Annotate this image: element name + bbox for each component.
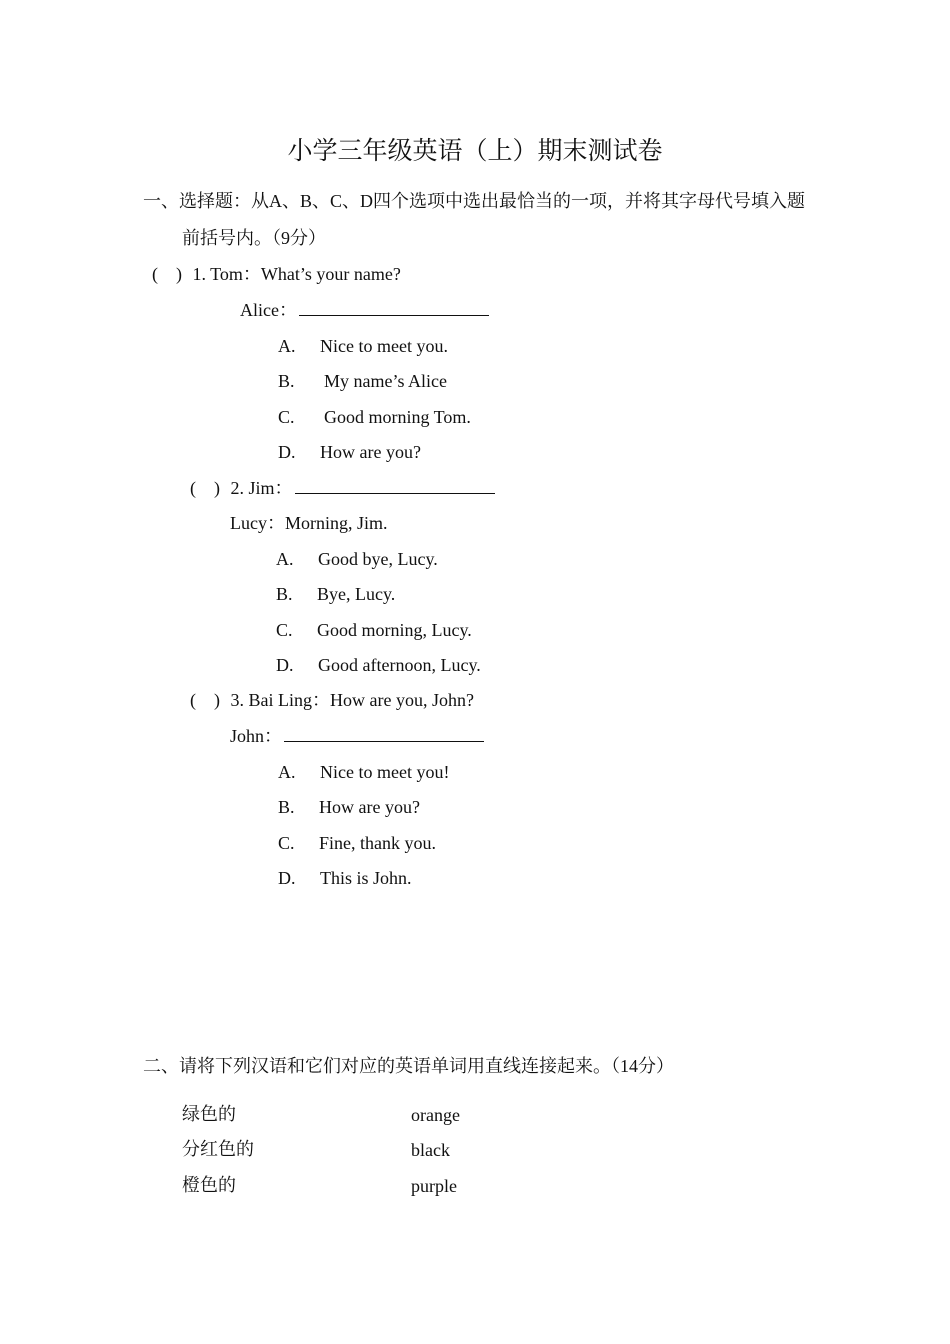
option-text: Bye, Lucy.	[317, 584, 396, 604]
option-text: Nice to meet you.	[320, 336, 448, 356]
match-english-3[interactable]: purple	[411, 1176, 457, 1196]
answer-paren[interactable]: ( )	[190, 478, 220, 498]
question-1-reply	[240, 299, 489, 321]
option-text: Good morning, Lucy.	[317, 620, 472, 640]
option-text: My name’s Alice	[324, 371, 447, 391]
question-2-reply: Lucy：Morning, Jim.	[230, 513, 388, 533]
question-3-reply	[230, 725, 484, 747]
reply-speaker: John：	[230, 726, 283, 746]
match-chinese-3[interactable]: 橙色的	[182, 1175, 236, 1195]
q3-option-d	[278, 867, 412, 889]
option-text: How are you?	[319, 797, 420, 817]
section2-instruction: 二、请将下列汉语和它们对应的英语单词用直线连接起来。（14分）	[143, 1056, 674, 1076]
question-3	[190, 689, 474, 711]
option-letter: C.	[278, 407, 295, 427]
section1-instruction-line2: 前括号内。（9分）	[182, 228, 326, 248]
match-english-1[interactable]: orange	[411, 1105, 460, 1125]
q2-option-d	[276, 654, 481, 676]
q1-option-a	[278, 335, 448, 357]
q1-option-d	[278, 441, 421, 463]
section1-instruction-line1: 一、选择题：从A、B、C、D四个选项中选出最恰当的一项，并将其字母代号填入题	[143, 191, 806, 211]
page-title: 小学三年级英语（上）期末测试卷	[287, 138, 663, 165]
option-text: Nice to meet you!	[320, 762, 450, 782]
match-chinese-2[interactable]: 分红色的	[182, 1139, 254, 1159]
reply-speaker: Alice：	[240, 300, 297, 320]
q3-option-a	[278, 761, 450, 783]
q3-option-b	[278, 796, 420, 818]
answer-blank[interactable]	[284, 740, 484, 742]
answer-blank[interactable]	[295, 492, 495, 494]
q2-option-c	[276, 619, 472, 641]
option-text: Good morning Tom.	[324, 407, 471, 427]
question-stem: 1. Tom：What’s your name?	[192, 264, 401, 284]
option-text: Fine, thank you.	[319, 833, 436, 853]
option-letter: B.	[276, 584, 293, 604]
option-text: How are you?	[320, 442, 421, 462]
q2-option-b	[276, 583, 396, 605]
match-english-2[interactable]: black	[411, 1140, 450, 1160]
q3-option-c	[278, 832, 436, 854]
question-1	[152, 263, 401, 285]
option-letter: A.	[278, 762, 296, 782]
option-text: This is John.	[320, 868, 412, 888]
option-letter: C.	[276, 620, 293, 640]
option-text: Good afternoon, Lucy.	[318, 655, 481, 675]
answer-paren[interactable]: ( )	[152, 264, 182, 284]
option-letter: D.	[276, 655, 294, 675]
option-letter: A.	[276, 549, 294, 569]
question-2	[190, 477, 495, 499]
question-stem: 3. Bai Ling：How are you, John?	[230, 690, 474, 710]
q1-option-b	[278, 370, 447, 392]
match-chinese-1[interactable]: 绿色的	[182, 1104, 236, 1124]
option-text: Good bye, Lucy.	[318, 549, 438, 569]
q1-option-c	[278, 406, 471, 428]
answer-blank[interactable]	[299, 314, 489, 316]
option-letter: D.	[278, 442, 296, 462]
answer-paren[interactable]: ( )	[190, 690, 220, 710]
option-letter: B.	[278, 797, 295, 817]
q2-option-a	[276, 548, 438, 570]
question-stem: 2. Jim：	[230, 478, 293, 498]
option-letter: A.	[278, 336, 296, 356]
option-letter: B.	[278, 371, 295, 391]
option-letter: D.	[278, 868, 296, 888]
option-letter: C.	[278, 833, 295, 853]
